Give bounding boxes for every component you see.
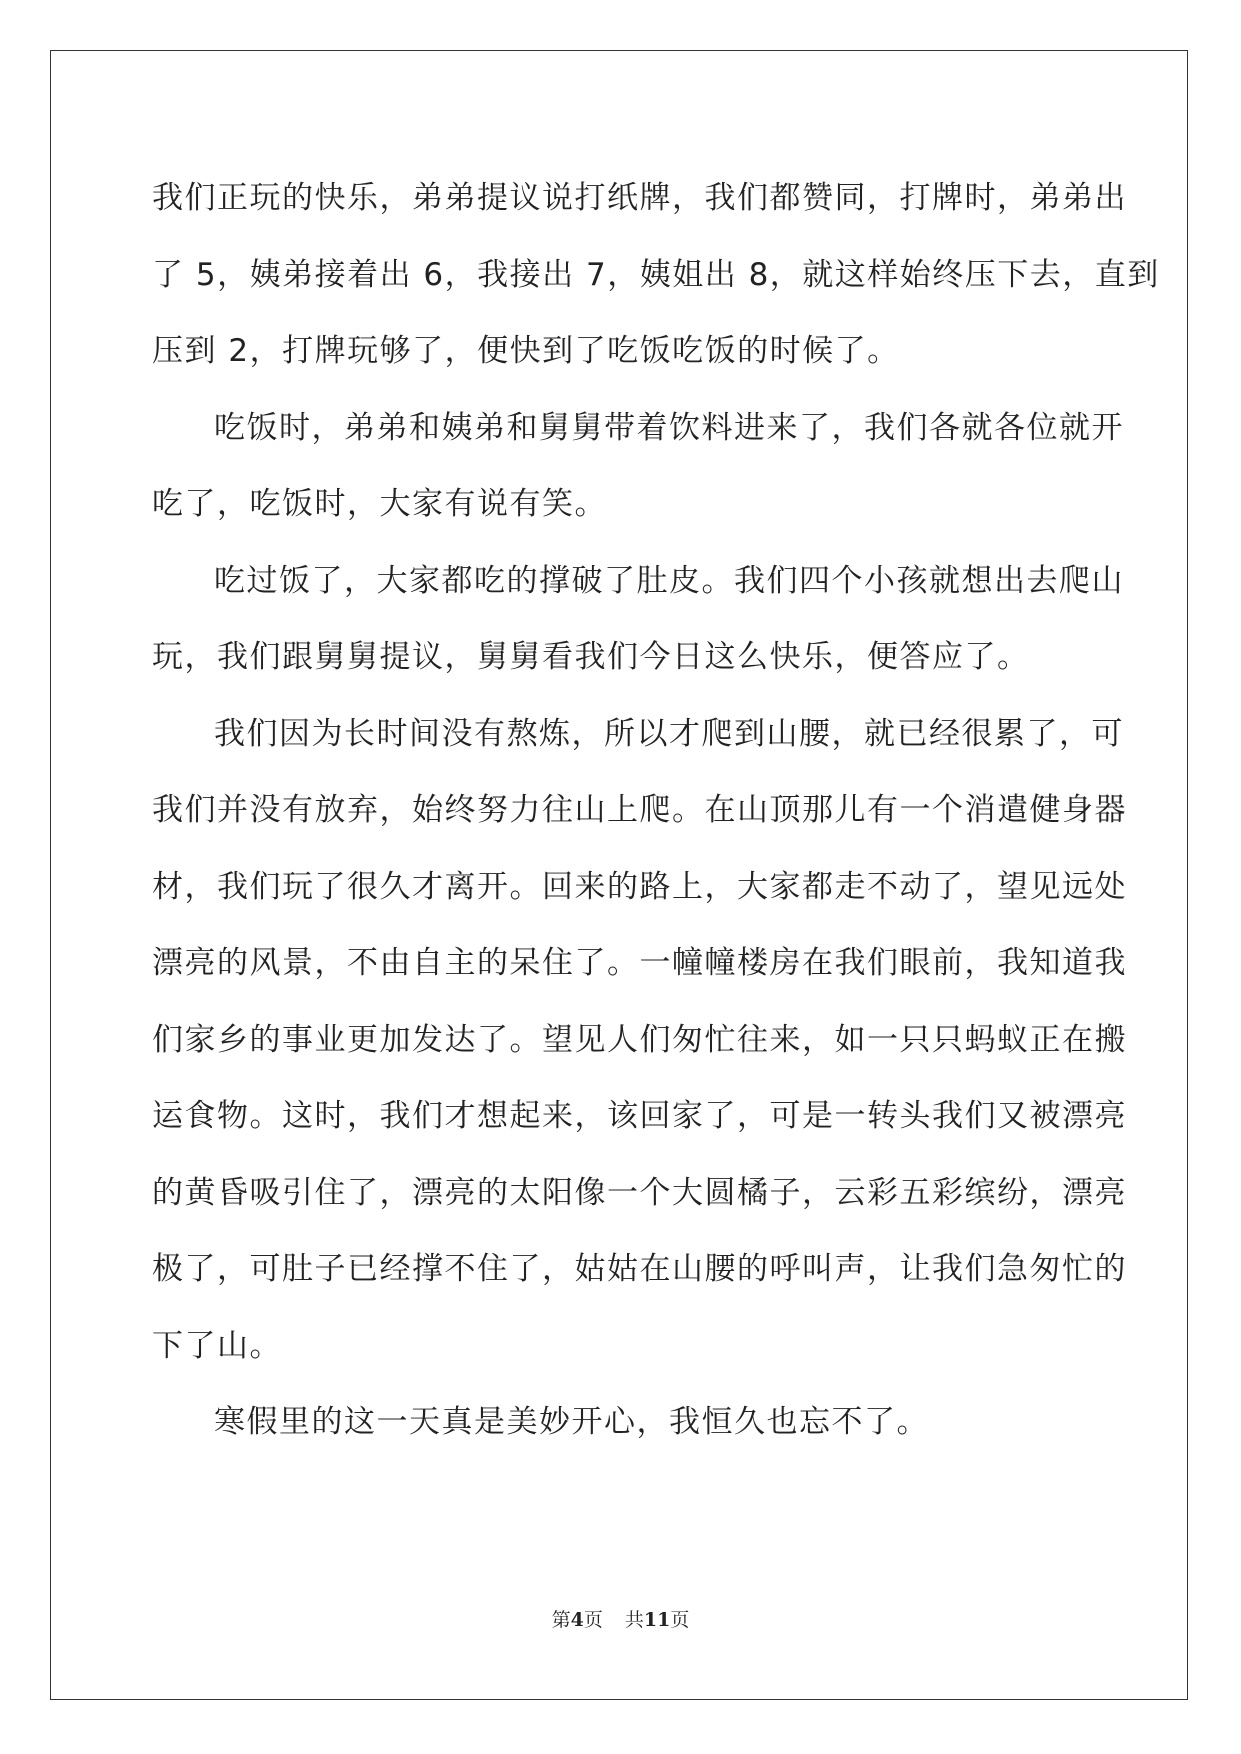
text-line: 压到 2，打牌玩够了，便快到了吃饭吃饭的时候了。 <box>152 333 900 369</box>
text-line: 材，我们玩了很久才离开。回来的路上，大家都走不动了，望见远处 <box>152 868 1127 905</box>
text-line: 我们正玩的快乐，弟弟提议说打纸牌，我们都赞同，打牌时，弟弟出 <box>152 180 1127 216</box>
text-line: 漂亮的风景，不由自主的呆住了。一幢幢楼房在我们眼前，我知道我 <box>152 945 1127 981</box>
text-line: 极了，可肚子已经撑不住了，姑姑在山腰的呼叫声，让我们急匆忙的 <box>152 1251 1127 1287</box>
text-line: 玩，我们跟舅舅提议，舅舅看我们今日这么快乐，便答应了。 <box>152 639 1030 675</box>
footer-page-suffix: 页 <box>583 1609 603 1631</box>
paragraph-first-line: 吃饭时，弟弟和姨弟和舅舅带着饮料进来了，我们各就各位就开 <box>214 409 1124 446</box>
footer-total-prefix: 共 <box>624 1609 644 1631</box>
page-number: 4 <box>570 1609 584 1631</box>
paragraph-first-line: 我们因为长时间没有熬炼，所以才爬到山腰，就已经很累了，可 <box>214 715 1124 752</box>
text-line: 下了山。 <box>152 1327 282 1364</box>
text-line: 了 5，姨弟接着出 6，我接出 7，姨姐出 8，就这样始终压下去，直到 <box>152 256 1160 293</box>
total-pages: 11 <box>643 1609 671 1631</box>
paragraph-first-line: 吃过饭了，大家都吃的撑破了肚皮。我们四个小孩就想出去爬山 <box>214 562 1124 599</box>
text-line: 吃了，吃饭时，大家有说有笑。 <box>152 486 607 522</box>
text-line: 的黄昏吸引住了，漂亮的太阳像一个大圆橘子，云彩五彩缤纷，漂亮 <box>152 1174 1127 1211</box>
page-footer <box>0 1605 1241 1632</box>
paragraph-first-line: 寒假里的这一天真是美妙开心，我恒久也忘不了。 <box>214 1404 929 1440</box>
document-body <box>152 160 1160 1461</box>
text-line: 运食物。这时，我们才想起来，该回家了，可是一转头我们又被漂亮 <box>152 1098 1127 1134</box>
text-line: 们家乡的事业更加发达了。望见人们匆忙往来，如一只只蚂蚁正在搬 <box>152 1021 1127 1058</box>
footer-prefix: 第 <box>551 1609 571 1631</box>
text-line: 我们并没有放弃，始终努力往山上爬。在山顶那儿有一个消遣健身器 <box>152 792 1127 828</box>
footer-total-suffix: 页 <box>670 1609 690 1631</box>
